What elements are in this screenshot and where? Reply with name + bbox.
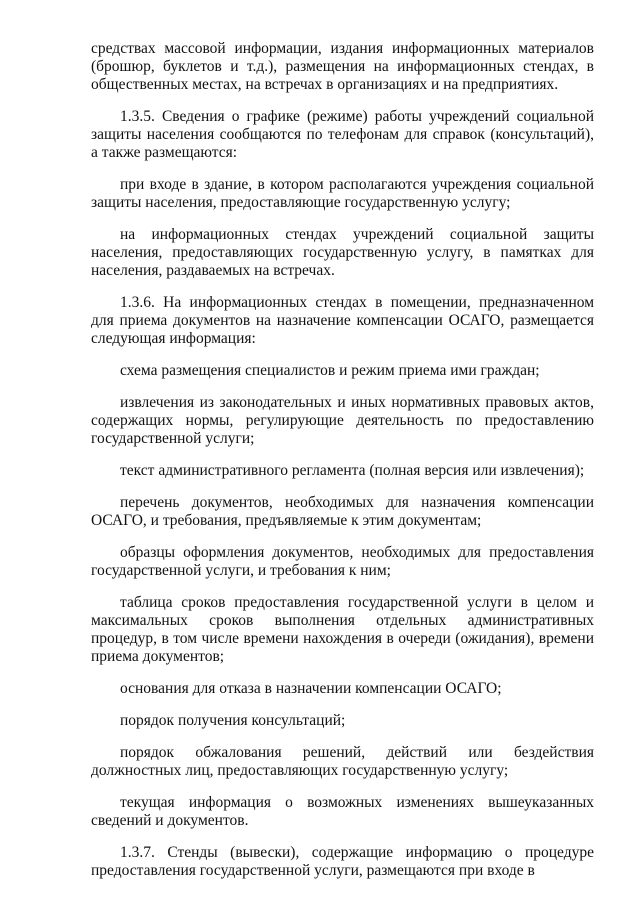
list-item-document-samples: образцы оформления документов, необходимых для предоставления государственной услуги, и требования к ним;	[91, 544, 594, 579]
list-item-appeal-procedure: порядок обжалования решений, действий или бездействия должностных лиц, предоставляющих государственную услугу;	[91, 744, 594, 779]
list-item-documents-list: перечень документов, необходимых для назначения компенсации ОСАГО, и требования, предъявляемые к этим документам;	[91, 494, 594, 529]
list-item-current-info: текущая информация о возможных изменениях вышеуказанных сведений и документов.	[91, 794, 594, 829]
list-item-refusal-grounds: основания для отказа в назначении компенсации ОСАГО;	[120, 680, 502, 697]
paragraph-1-3-6: 1.3.6. На информационных стендах в помещении, предназначенном для приема документов на назначение компенсации ОСАГО, размещается следующая информация:	[91, 294, 594, 347]
list-item-legal-extracts: извлечения из законодательных и иных нормативных правовых актов, содержащих нормы, регулирующие деятельность по предоставлению государственной услуги;	[91, 394, 594, 447]
paragraph-media-continuation: средствах массовой информации, издания информационных материалов (брошюр, буклетов и т.д.), размещения на информационных стендах, в общественных местах, на встречах в организациях и на предприятиях.	[91, 40, 594, 93]
paragraph-1-3-7: 1.3.7. Стенды (вывески), содержащие информацию о процедуре предоставления государственной услуги, размещаются при входе в	[91, 844, 594, 879]
paragraph-1-3-5: 1.3.5. Сведения о графике (режиме) работы учреждений социальной защиты населения сообщаются по телефонам для справок (консультаций), а также размещаются:	[91, 108, 594, 161]
document-body	[91, 40, 594, 894]
list-item-deadlines-table: таблица сроков предоставления государственной услуги в целом и максимальных сроков выполнения отдельных административных процедур, в том числе времени нахождения в очереди (ожидания), времени приема документов;	[91, 594, 594, 665]
list-item-building-entrance: при входе в здание, в котором располагаются учреждения социальной защиты населения, предоставляющие государственную услугу;	[91, 176, 594, 211]
list-item-consultations: порядок получения консультаций;	[120, 712, 346, 729]
list-item-info-stands: на информационных стендах учреждений социальной защиты населения, предоставляющих государственную услугу, в памятках для населения, раздаваемых на встречах.	[91, 226, 594, 279]
list-item-regulation-text: текст административного регламента (полная версия или извлечения);	[120, 462, 585, 479]
list-item-specialists-scheme: схема размещения специалистов и режим приема ими граждан;	[120, 362, 540, 379]
